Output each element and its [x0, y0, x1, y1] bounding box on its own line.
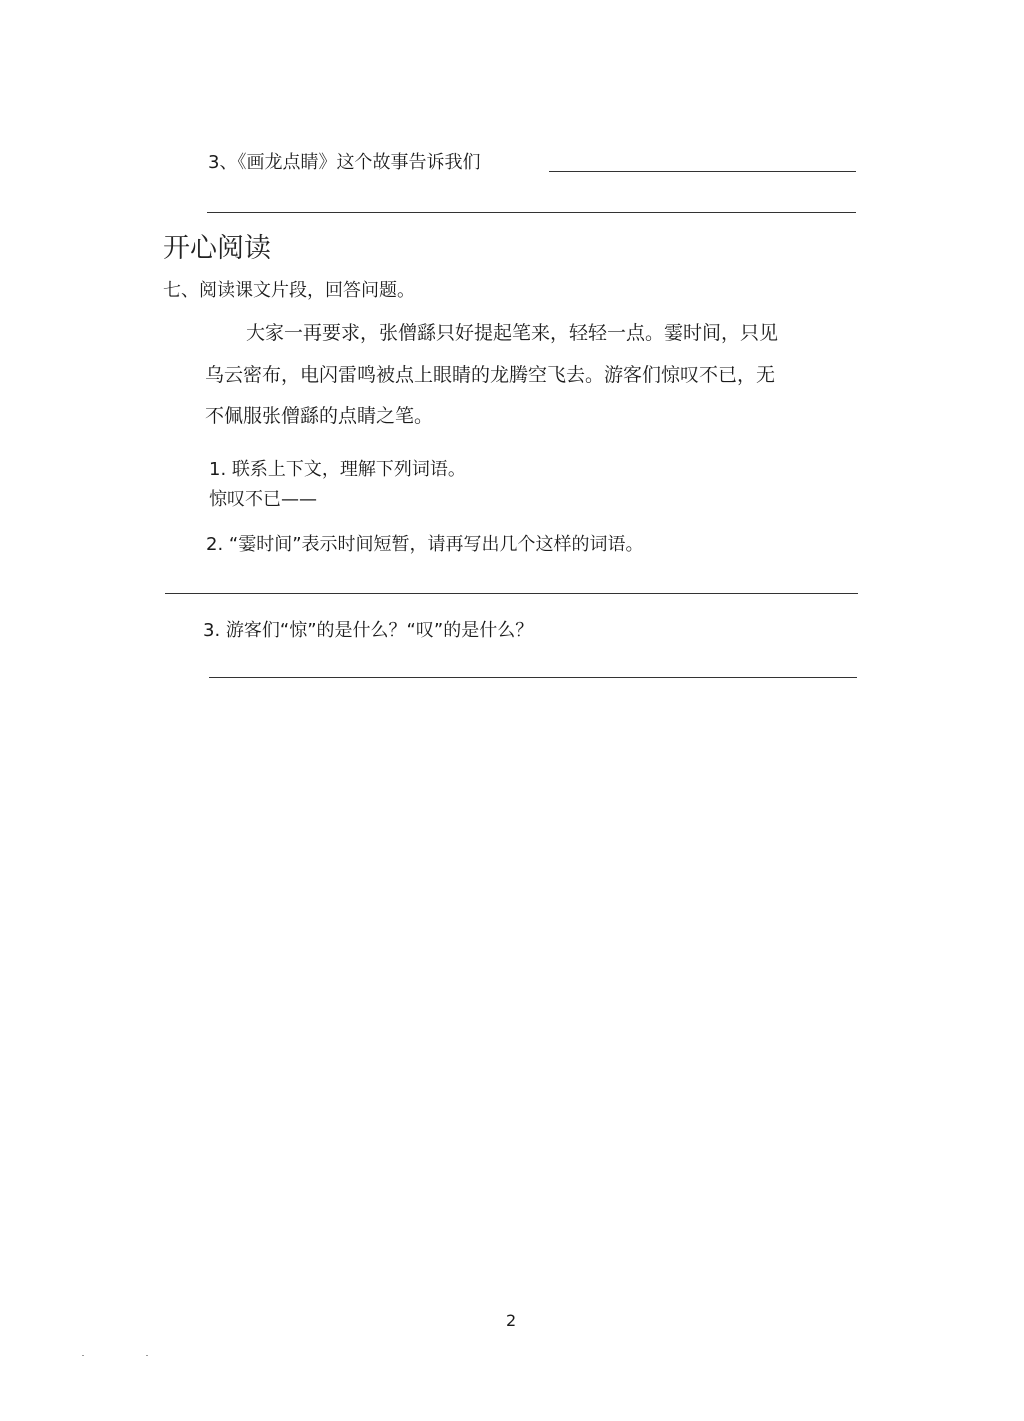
- answer-line: [165, 593, 858, 594]
- question-3-prev: 3、《画龙点睛》这个故事告诉我们: [208, 152, 481, 173]
- sub-question-2: 2. “霎时间”表示时间短暂，请再写出几个这样的词语。: [206, 534, 644, 555]
- sub-question-3: 3. 游客们“惊”的是什么？“叹”的是什么？: [203, 620, 534, 641]
- sub-question-1: 1. 联系上下文，理解下列词语。: [209, 459, 466, 480]
- passage-line: 不佩服张僧繇的点睛之笔。: [205, 405, 434, 427]
- section-heading: 开心阅读: [163, 233, 271, 264]
- answer-line: [549, 171, 856, 172]
- task-instruction: 七、阅读课文片段，回答问题。: [163, 280, 415, 301]
- answer-line: [209, 677, 857, 678]
- passage-line: 乌云密布，电闪雷鸣被点上眼睛的龙腾空飞去。游客们惊叹不已，无: [205, 364, 776, 386]
- passage-line: 大家一再要求，张僧繇只好提起笔来，轻轻一点。霎时间，只见: [246, 322, 779, 344]
- sub-question-1-term: 惊叹不已——: [209, 489, 317, 510]
- scan-speck: [82, 1355, 84, 1356]
- scan-speck: [146, 1355, 148, 1356]
- answer-line: [207, 212, 856, 213]
- page-number: 2: [506, 1311, 517, 1330]
